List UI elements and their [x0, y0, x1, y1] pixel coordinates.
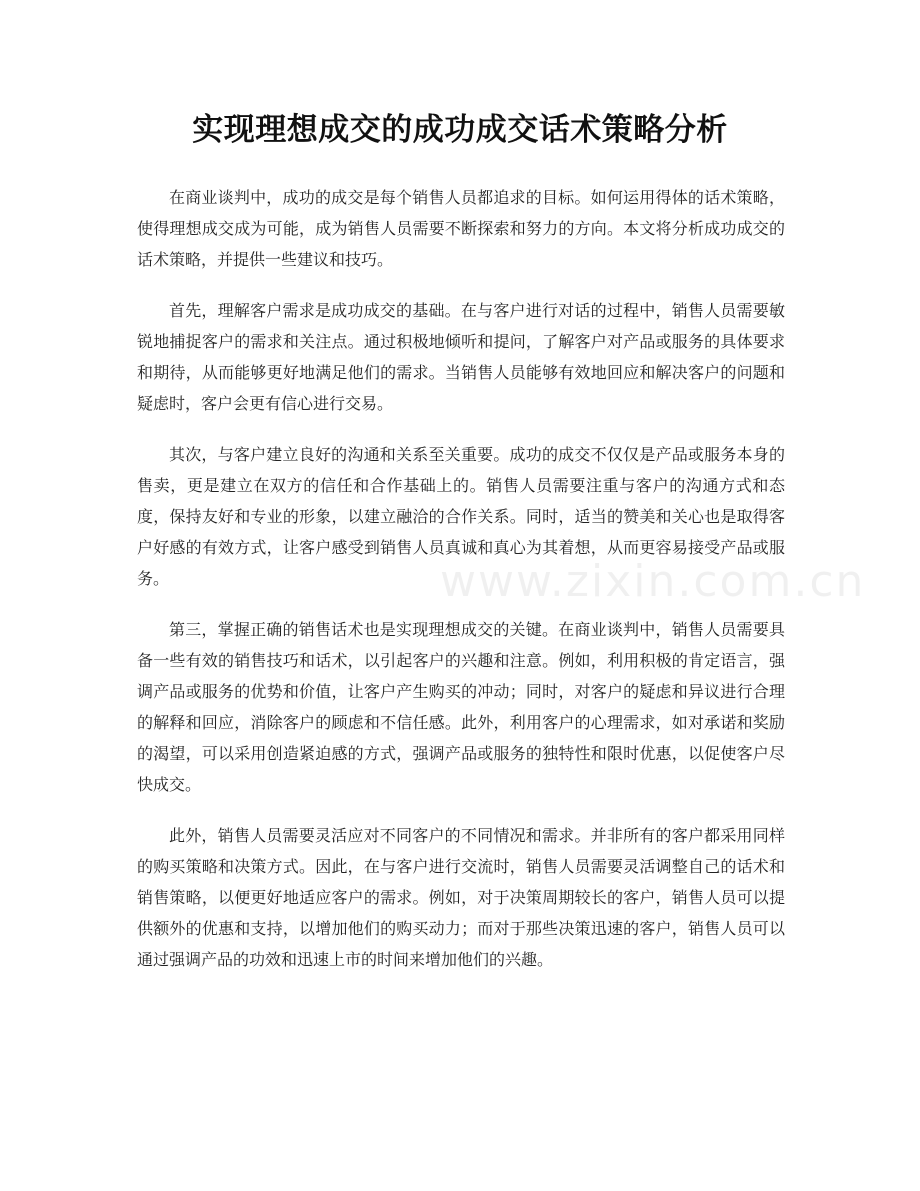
- paragraph-first-point: 首先，理解客户需求是成功成交的基础。在与客户进行对话的过程中，销售人员需要敏锐地捕捉客户的需求和关注点。通过积极地倾听和提问，了解客户对产品或服务的具体要求和期待，从而能够更好地满足他们的需求。当销售人员能够有效地回应和解决客户的问题和疑虑时，客户会更有信心进行交易。: [137, 301, 785, 413]
- watermark: www.zixin.com.cn: [440, 556, 866, 607]
- paragraph-third-point: 第三，掌握正确的销售话术也是实现理想成交的关键。在商业谈判中，销售人员需要具备一些有效的销售技巧和话术，以引起客户的兴趣和注意。例如，利用积极的肯定语言，强调产品或服务的优势和价值，让客户产生购买的冲动；同时，对客户的疑虑和异议进行合理的解释和回应，消除客户的顾虑和不信任感。此外，利用客户的心理需求，如对承诺和奖励的渴望，可以采用创造紧迫感的方式，强调产品或服务的独特性和限时优惠，以促使客户尽快成交。: [137, 620, 785, 794]
- document-title: 实现理想成交的成功成交话术策略分析: [192, 112, 728, 148]
- document-body: [137, 182, 785, 995]
- paragraph-second-point: 其次，与客户建立良好的沟通和关系至关重要。成功的成交不仅仅是产品或服务本身的售卖，更是建立在双方的信任和合作基础上的。销售人员需要注重与客户的沟通方式和态度，保持友好和专业的形象，以建立融洽的合作关系。同时，适当的赞美和关心也是取得客户好感的有效方式，让客户感受到销售人员真诚和真心为其着想，从而更容易接受产品或服务。: [137, 445, 785, 588]
- paragraph-intro: 在商业谈判中，成功的成交是每个销售人员都追求的目标。如何运用得体的话术策略，使得理想成交成为可能，成为销售人员需要不断探索和努力的方向。本文将分析成功成交的话术策略，并提供一些建议和技巧。: [137, 188, 785, 269]
- paragraph-further-point: 此外，销售人员需要灵活应对不同客户的不同情况和需求。并非所有的客户都采用同样的购买策略和决策方式。因此，在与客户进行交流时，销售人员需要灵活调整自己的话术和销售策略，以便更好地适应客户的需求。例如，对于决策周期较长的客户，销售人员可以提供额外的优惠和支持，以增加他们的购买动力；而对于那些决策迅速的客户，销售人员可以通过强调产品的功效和迅速上市的时间来增加他们的兴趣。: [137, 826, 785, 969]
